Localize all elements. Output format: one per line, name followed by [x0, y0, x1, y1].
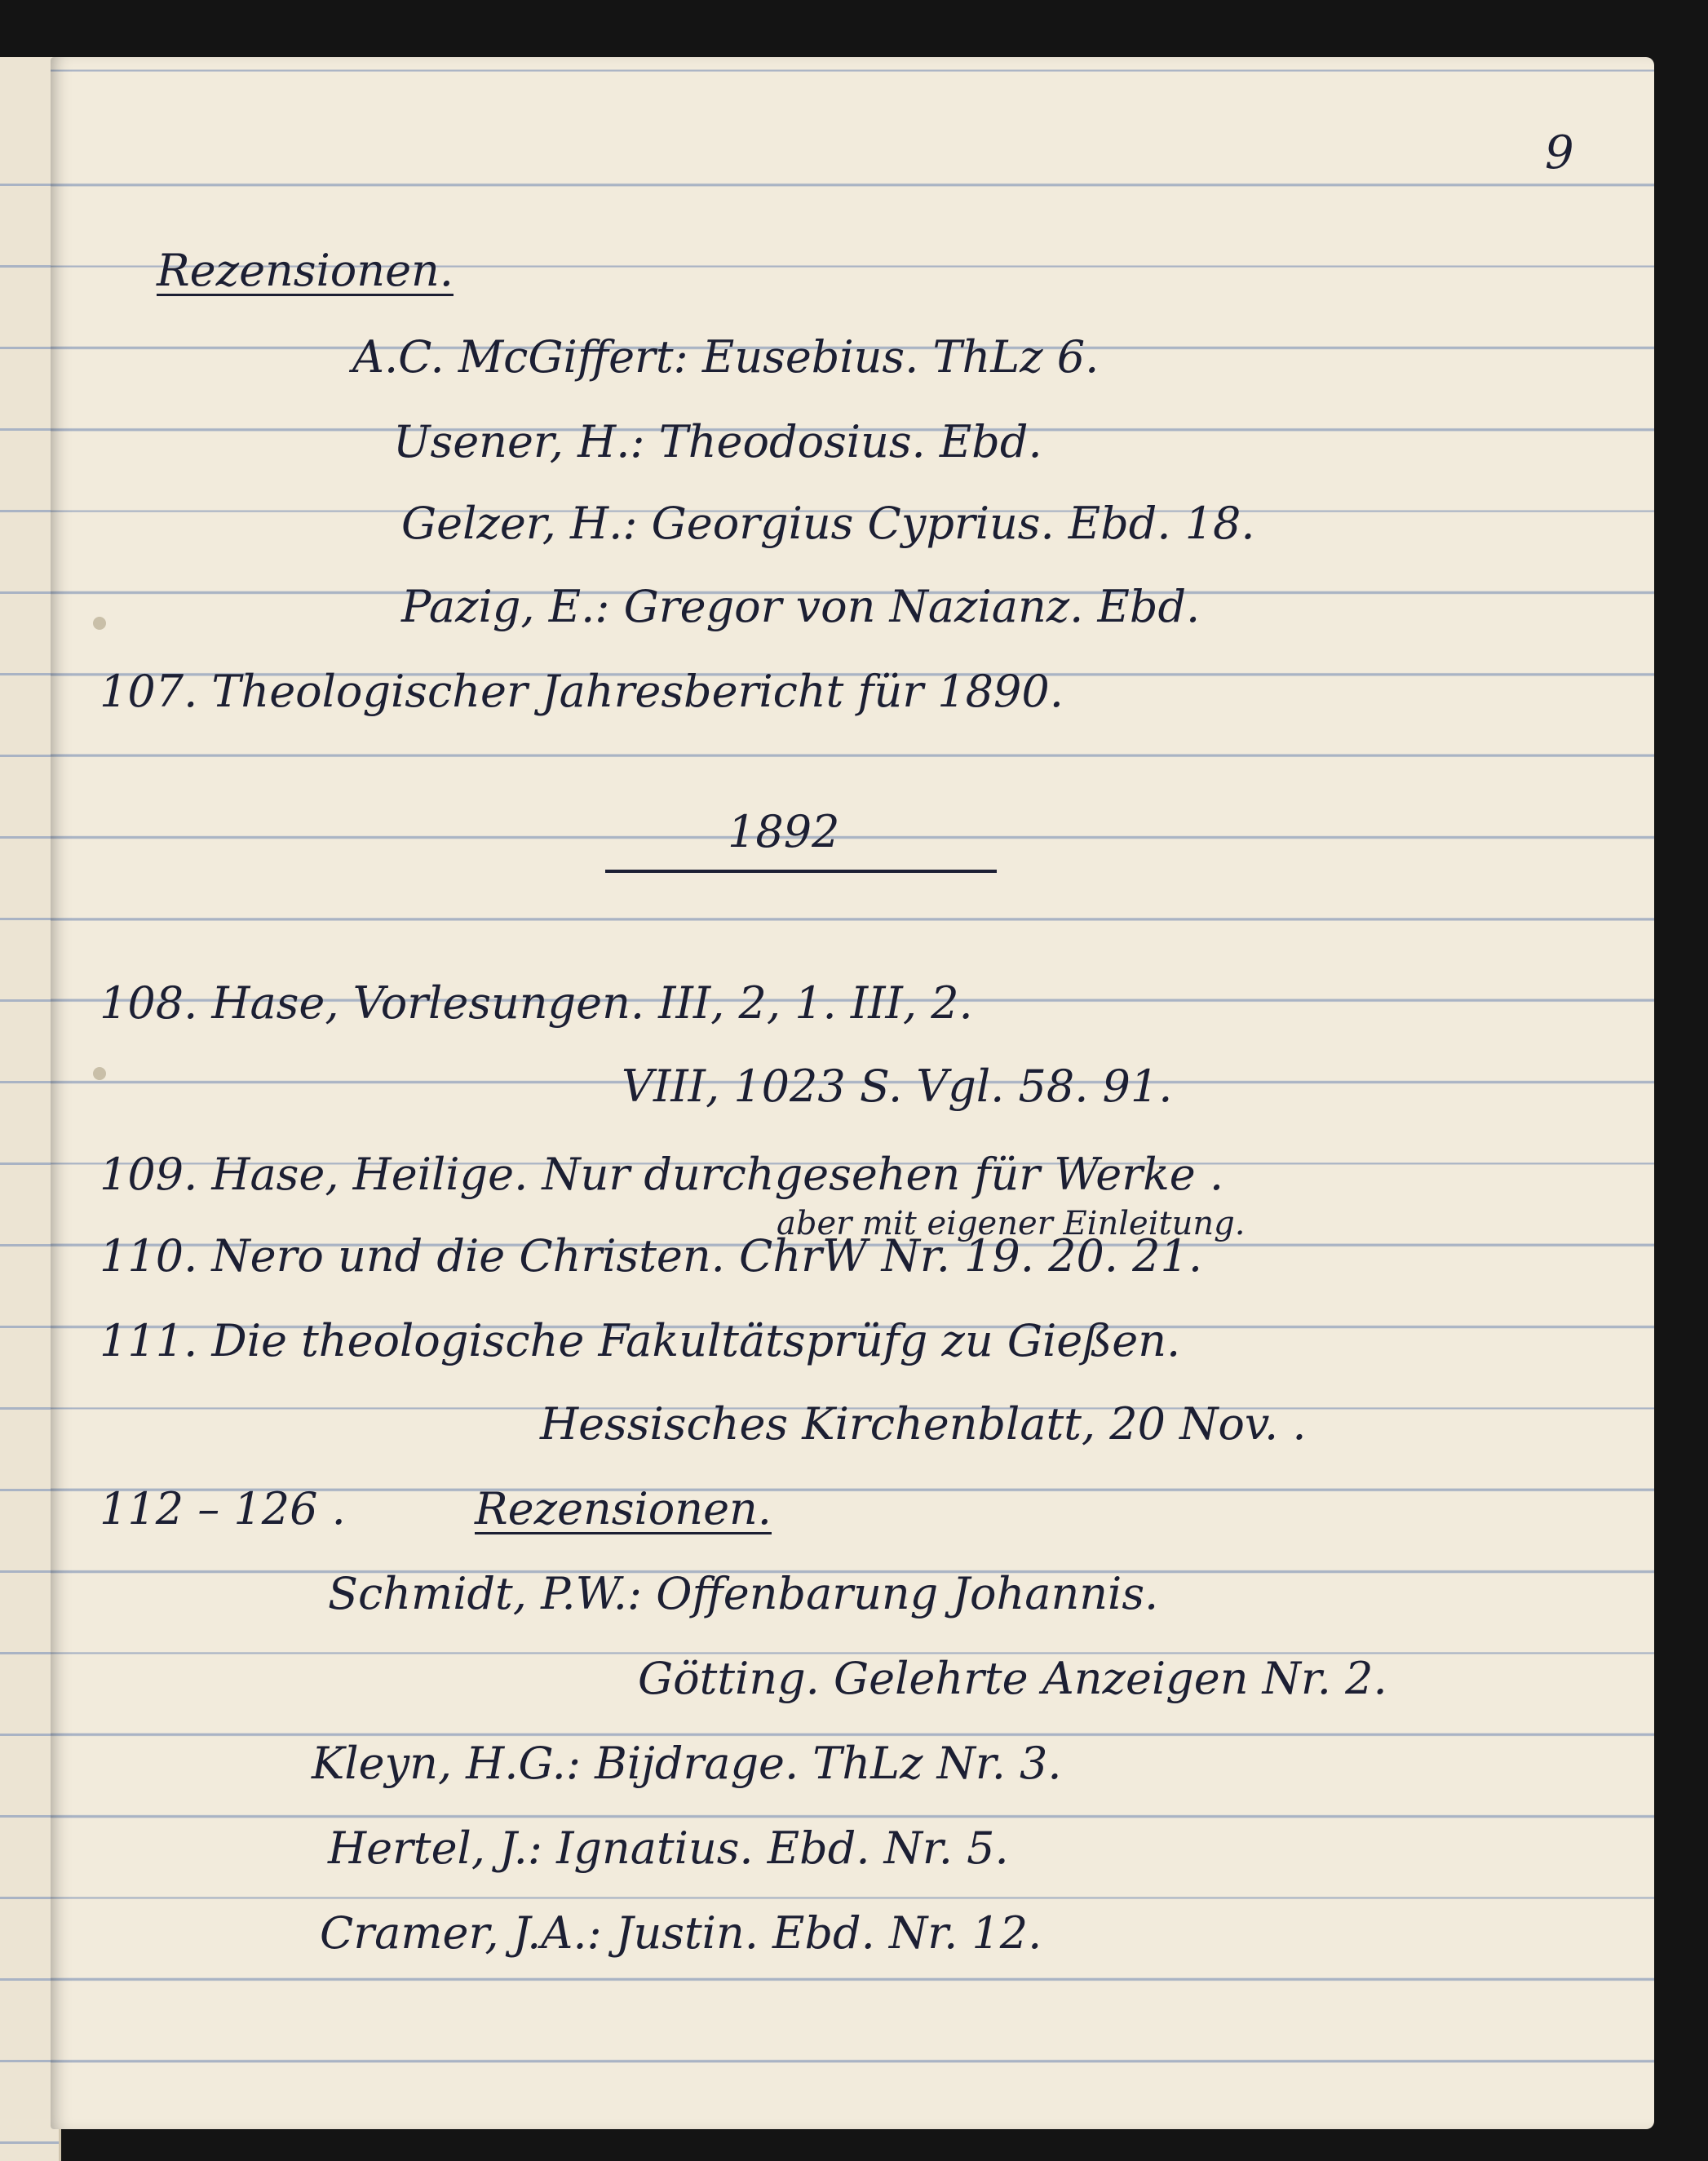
review-entry: Cramer, J.A.: Justin. Ebd. Nr. 12. — [320, 1907, 1042, 1959]
punch-hole — [93, 617, 106, 630]
review-entry: Götting. Gelehrte Anzeigen Nr. 2. — [638, 1653, 1387, 1704]
punch-hole — [93, 1067, 106, 1080]
entry-112-126-heading: Rezensionen. — [475, 1483, 772, 1534]
review-entry: Hertel, J.: Ignatius. Ebd. Nr. 5. — [328, 1822, 1009, 1874]
year-underline — [605, 870, 997, 873]
entry-111-continued: Hessisches Kirchenblatt, 20 Nov. . — [540, 1398, 1307, 1450]
entry-109-note: aber mit eigener Einleitung. — [777, 1205, 1246, 1242]
entry-108-continued: VIII, 1023 S. Vgl. 58. 91. — [622, 1061, 1173, 1112]
notebook-page — [51, 57, 1654, 2129]
entry-108: 108. Hase, Vorlesungen. III, 2, 1. III, 2. — [100, 977, 973, 1029]
entry-111: 111. Die theologische Fakultätsprüfg zu Gießen. — [100, 1315, 1181, 1366]
entry-107: 107. Theologischer Jahresbericht für 1890. — [100, 666, 1064, 717]
entry-110: 110. Nero und die Christen. ChrW Nr. 19. 20. 21. — [100, 1230, 1203, 1282]
entry-112-126-number: 112 – 126 . — [100, 1483, 346, 1534]
review-entry: Kleyn, H.G.: Bijdrage. ThLz Nr. 3. — [312, 1738, 1062, 1789]
review-entry: Usener, H.: Theodosius. Ebd. — [393, 416, 1042, 467]
section-heading: Rezensionen. — [157, 245, 454, 296]
year-heading: 1892 — [728, 806, 840, 857]
page-number: 9 — [1545, 126, 1574, 179]
entry-109: 109. Hase, Heilige. Nur durchgesehen für Werke . — [100, 1149, 1224, 1200]
review-entry: Pazig, E.: Gregor von Nazianz. Ebd. — [401, 581, 1201, 632]
review-entry: Schmidt, P.W.: Offenbarung Johannis. — [328, 1568, 1159, 1619]
review-entry: Gelzer, H.: Georgius Cyprius. Ebd. 18. — [401, 498, 1255, 549]
review-entry: A.C. McGiffert: Eusebius. ThLz 6. — [352, 331, 1100, 383]
